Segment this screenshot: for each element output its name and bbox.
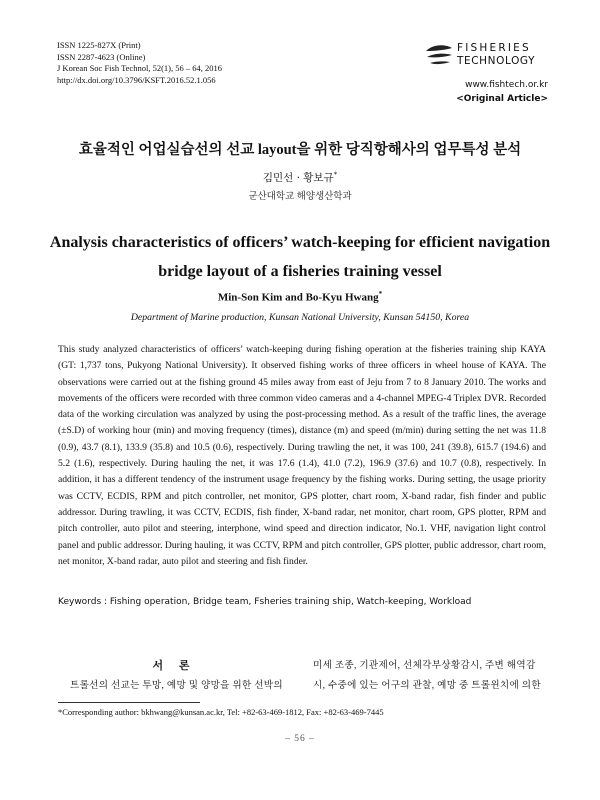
introduction-left-column: 트롤선의 선교는 투망, 예망 및 양망을 위한 선박의 <box>70 680 283 691</box>
english-title: Analysis characteristics of officers’ watch-keeping for efficient navigation bridge layout of a fisheries training vessel <box>49 234 551 280</box>
abstract: This study analyzed characteristics of officers’ watch-keeping during fishing operation at the fisheries training ship KAYA (GT: 1,737 tons, Pukyong National University). It observed fishing works of three officers in wheel house of KAYA. The observations were carried out at the fishing ground 45 miles away from east of Jeju from 7 to 8 January 2010. The works and movements of the officers were recorded with three common video cameras and a 4-channel MPEG-4 Triplex DVR. Recorded data of the working circulation was analyzed by using the post-processing method. As a result of the traffic lines, the average (±S.D) of working hour (min) and moving frequency (times), distance (m) and speed (m/min) during setting the net was 11.8 (0.9), 43.7 (8.1), 133.9 (35.8) and 10.5 (0.6), respectively. During trawling the net, it was 100, 241 (39.8), 615.7 (194.6) and 5.2 (1.6), respectively. During hauling the net, it was 17.6 (1.4), 41.0 (7.2), 196.9 (37.6) and 10.7 (0.8), respectively. In addition, it has a different tendency of the instrument usage frequency by the fishing works. During setting, the usage priority was CCTV, ECDIS, RPM and pitch controller, net monitor, GPS plotter, chart room, X-band radar, fish finder and public addressor. During trawling, it was CCTV, ECDIS, fish finder, X-band radar, net monitor, chart room, GPS plotter, RPM and pitch controller, auto pilot and steering, interphone, wind speed and direction indicator, No.1. VHF, navigation light control panel and public addressor. During hauling, it was CCTV, RPM and pitch controller, GPS plotter, public addressor, chart room, net monitor, X-band radar, auto pilot and steering and fish finder. <box>58 344 546 567</box>
korean-title: 효율적인 어업실습선의 선교 layout을 위한 당직항해사의 업무특성 분석 <box>78 142 522 158</box>
korean-authors-names: 김민선 · 황보규 <box>262 172 334 184</box>
corresponding-author-footnote: *Corresponding author: bkhwang@kunsan.ac.kr, Tel: +82-63-469-1812, Fax: +82-63-469-7445 <box>58 707 384 717</box>
english-author-mark: * <box>378 290 383 298</box>
korean-affiliation: 군산대학교 해양생산학과 <box>248 192 352 202</box>
introduction-right-line: 미세 조종, 기관제어, 선체각부상황감시, 주변 해역감 <box>313 660 536 671</box>
journal-citation: J Korean Soc Fish Technol, 52(1), 56 – 64, 2016 <box>57 63 222 74</box>
issn-online: ISSN 2287-4623 (Online) <box>57 51 146 62</box>
journal-meta <box>57 40 222 86</box>
korean-author-mark: * <box>333 170 338 179</box>
introduction-right-line: 시, 수중에 있는 어구의 관찰, 예망 중 트롤윈치에 의한 <box>313 680 541 691</box>
article-type: <Original Article> <box>456 94 548 104</box>
page-number: – 56 – <box>285 734 315 744</box>
journal-url[interactable]: www.fishtech.or.kr <box>465 80 548 90</box>
english-affiliation: Department of Marine production, Kunsan National University, Kunsan 54150, Korea <box>130 312 470 323</box>
section-heading-introduction: 서 론 <box>152 659 196 672</box>
korean-authors <box>0 170 600 185</box>
fish-logo-icon <box>424 42 454 68</box>
logo-text-technology: TECHNOLOGY <box>457 55 536 67</box>
english-authors <box>0 290 600 304</box>
english-authors-names: Min-Son Kim and Bo-Kyu Hwang <box>217 291 379 304</box>
introduction-right-column <box>313 656 549 696</box>
footnote-divider <box>58 702 200 703</box>
keywords: Keywords : Fishing operation, Bridge team, Fsheries training ship, Watch-keeping, Workload <box>58 597 472 607</box>
issn-print: ISSN 1225-827X (Print) <box>57 40 141 50</box>
doi-link[interactable]: http://dx.doi.org/10.3796/KSFT.2016.52.1.056 <box>57 74 216 85</box>
logo-text-fisheries: FISHERIES <box>457 42 531 54</box>
